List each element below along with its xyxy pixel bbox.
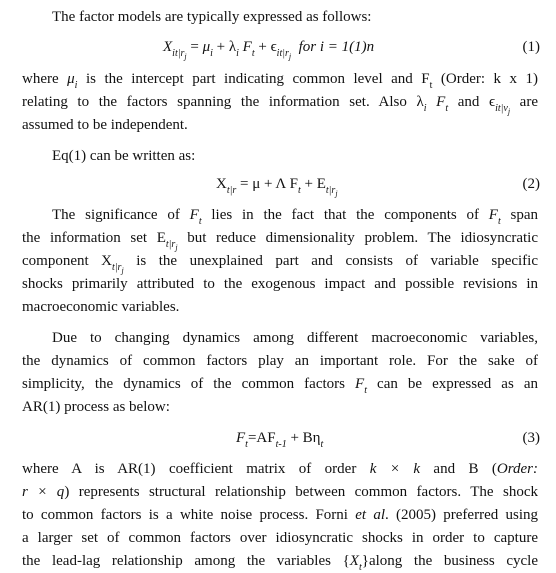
para4-line5: macroeconomic variables. [22, 299, 180, 315]
para5-line3: simplicity, the dynamics of the common factors $F_t$ can be expressed as an [22, 376, 538, 396]
para6-line4: a larger set of common factors over idiosyncratic shocks in order to capture [22, 530, 538, 546]
para5-line1: Due to changing dynamics among different macroeconomic variables, [52, 330, 538, 346]
para6-line3: to common factors is a white noise process. Forni et al. (2005) preferred using [22, 507, 538, 523]
para2-line2: relating to the factors spanning the information set. Also $\lambda_i$ $F_t$ and $\epsilon_{it|v_j}$ are [22, 94, 538, 116]
equation-3: $F_t=AF_{t-1} + B\eta_t$ [236, 430, 324, 450]
para5-line2: the dynamics of common factors play an important role. For the sake of [22, 353, 538, 369]
para2-line1: where $\mu_i$ is the intercept part indicating common level and $F_t$ (Order: k x 1) [22, 71, 539, 91]
equation-1: $X_{it|r_j} = \mu_i + \lambda_i$ $F_t + \epsilon_{it|r_j}$ for i = 1(1)n [163, 39, 375, 61]
para6-line5: the lead-lag relationship among the variables $\{X_t\}along$ the business cycle [22, 553, 539, 573]
para4-line1: The significance of $F_t$ lies in the fact that the components of $F_t$ span [52, 207, 538, 227]
intro-sentence: The factor models are typically expressed as follows: [52, 9, 372, 25]
equation-1-number: (1) [522, 39, 540, 55]
equation-3-number: (3) [522, 430, 540, 446]
para6-line2: r × q) represents structural relationship between common factors. The shock [22, 484, 538, 500]
para5-line4: AR(1) process as below: [22, 399, 170, 415]
para4-line4: shocks primarily attributed to the exogenous impact and possible revisions in [22, 276, 538, 292]
para3-text: Eq(1) can be written as: [52, 148, 196, 164]
para2-line3: assumed to be independent. [22, 117, 188, 133]
para4-line3: component $X_{t|r_j}$ is the unexplained part and consists of variable specific [22, 253, 538, 275]
para6-line1: where A is AR(1) coefficient matrix of order k × k and B (Order: [22, 461, 539, 477]
para4-line2: the information set $E_{t|r_j}$ but reduce dimensionality problem. The idiosyncratic [22, 230, 538, 252]
equation-2-number: (2) [522, 176, 540, 192]
equation-2: $X_{t|r} = \mu + \Lambda$ $F_t + E_{t|r_j}$ [216, 176, 338, 198]
